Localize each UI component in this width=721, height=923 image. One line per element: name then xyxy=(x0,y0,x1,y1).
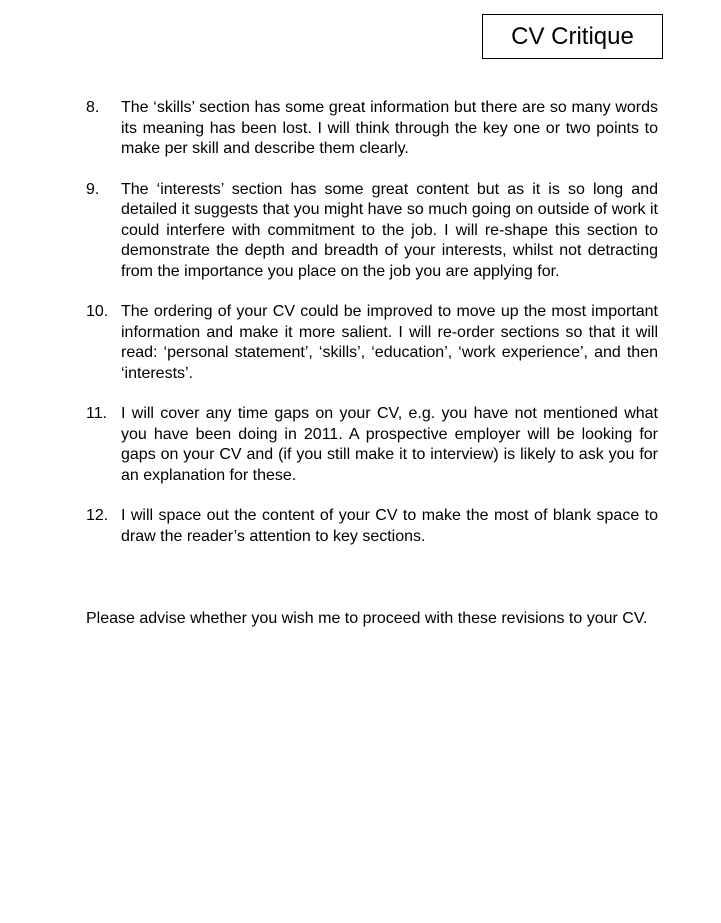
item-text: I will cover any time gaps on your CV, e.g. you have not mentioned what you have been doing in 2011. A prospective employer will be looking for gaps on your CV and (if you still make it to interview) is likely to ask you for an explanation for these. xyxy=(121,405,658,484)
item-text: The ‘skills’ section has some great information but there are so many words its meaning has been lost. I will think through the key one or two points to make per skill and describe them clearly. xyxy=(121,99,658,157)
document-title-text: CV Critique xyxy=(511,22,634,50)
item-number: 9. xyxy=(86,180,100,198)
item-number: 12. xyxy=(86,507,109,524)
item-text: The ‘interests’ section has some great content but as it is so long and detailed it suggests that you might have so much going on outside of work it could interfere with commitment to the job. I will re-shape this section to demonstrate the depth and breadth of your interests, whilst not detracting from the importance you place on the job you are applying for. xyxy=(121,180,658,280)
critique-item-12 xyxy=(86,506,658,547)
critique-list xyxy=(86,98,658,567)
critique-item-10 xyxy=(86,302,658,384)
item-number: 8. xyxy=(86,99,100,116)
item-number: 11. xyxy=(86,405,108,422)
item-text: The ordering of your CV could be improved to move up the most important information and make it more salient. I will re-order sections so that it will read: ‘personal statement’, ‘skills’, ‘education’, ‘work experience’, and then ‘interests’. xyxy=(121,303,658,382)
item-number: 10. xyxy=(86,303,109,320)
critique-item-9 xyxy=(86,180,658,283)
critique-item-11 xyxy=(86,404,658,486)
item-text: I will space out the content of your CV to make the most of blank space to draw the reader’s attention to key sections. xyxy=(121,507,658,545)
critique-item-8 xyxy=(86,98,658,160)
document-title xyxy=(482,14,663,59)
closing-paragraph: Please advise whether you wish me to proceed with these revisions to your CV. xyxy=(86,610,648,627)
